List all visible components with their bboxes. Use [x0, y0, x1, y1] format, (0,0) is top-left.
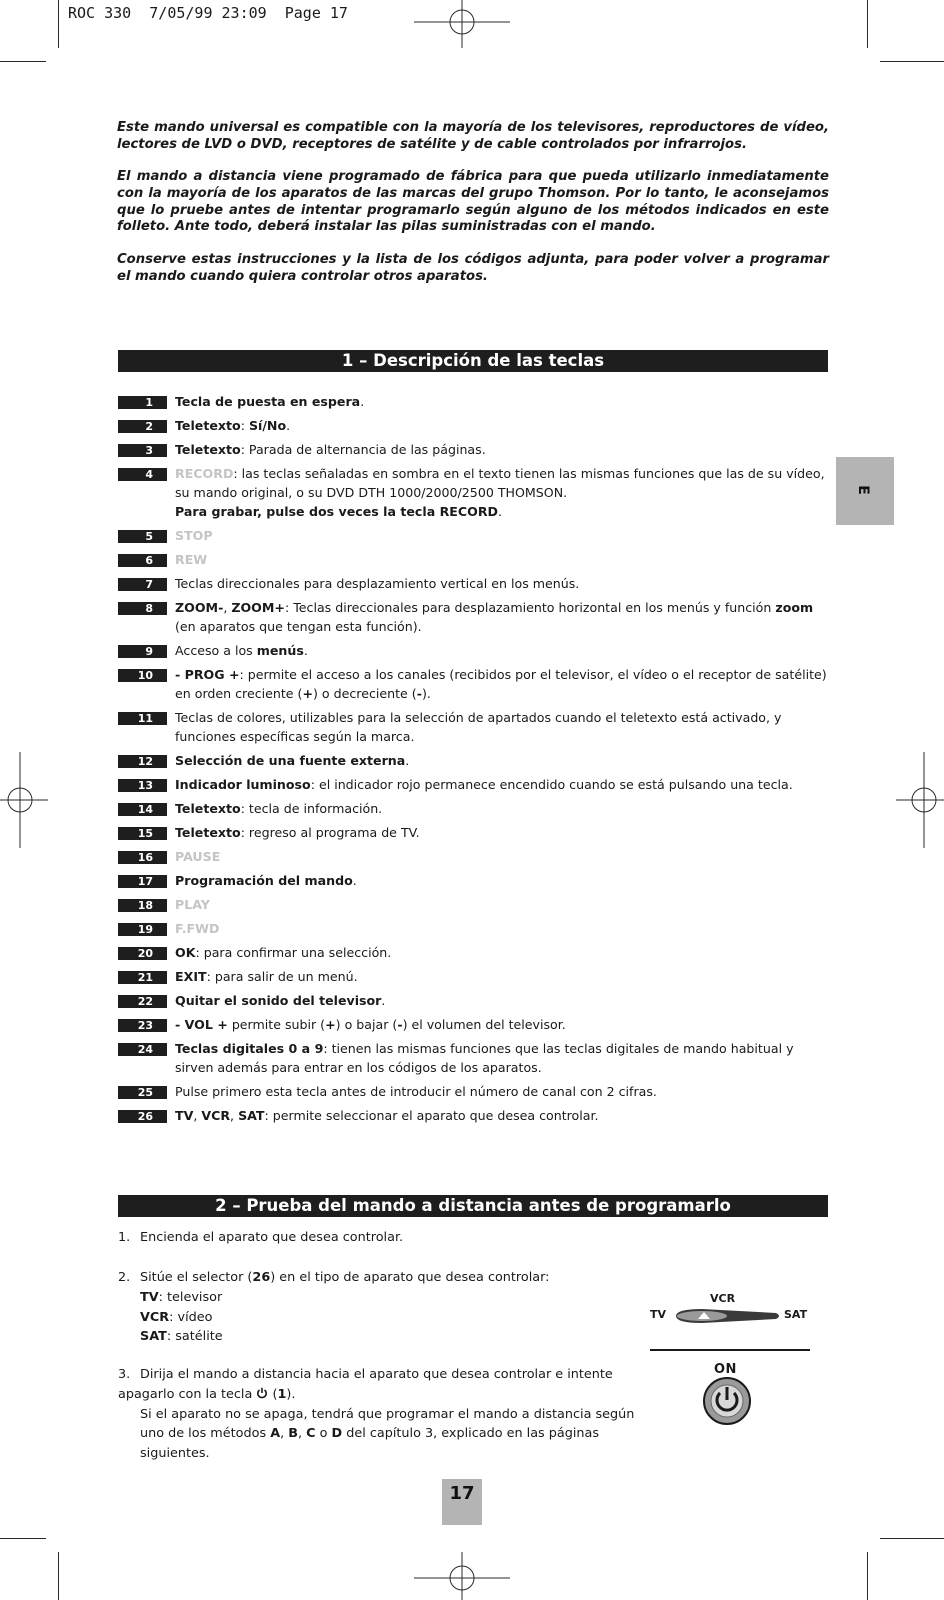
key-text: PAUSE — [175, 849, 221, 864]
step-2 — [118, 1268, 648, 1347]
key-description — [175, 392, 830, 411]
key-row — [118, 708, 830, 746]
key-text: - — [397, 1017, 403, 1032]
key-row — [118, 943, 830, 962]
key-row — [118, 1106, 830, 1125]
key-text: : tienen las mismas funciones que las teclas digitales de mando habitual y sirven además para entrar en los códigos de los aparatos. — [175, 1041, 794, 1075]
key-row — [118, 416, 830, 435]
print-header: ROC 330 7/05/99 23:09 Page 17 — [68, 4, 348, 22]
key-text: Indicador luminoso — [175, 777, 311, 792]
key-row — [118, 919, 830, 938]
step-1 — [118, 1228, 648, 1248]
key-text: ZOOM- — [175, 600, 224, 615]
key-number: 6 — [118, 554, 167, 567]
key-text: : el indicador rojo permanece encendido cuando se está pulsando una tecla. — [310, 777, 793, 792]
key-number: 11 — [118, 712, 167, 725]
selector-label-sat: SAT — [784, 1308, 808, 1321]
key-text: + — [325, 1017, 336, 1032]
key-text: F.FWD — [175, 921, 220, 936]
key-row — [118, 751, 830, 770]
key-text: Teletexto — [175, 801, 241, 816]
key-text: VCR — [201, 1108, 231, 1123]
key-number: 9 — [118, 645, 167, 658]
divider-line — [650, 1349, 810, 1351]
key-text: (en aparatos que tengan esta función). — [175, 619, 422, 634]
step-text: Encienda el aparato que desea controlar. — [140, 1230, 404, 1245]
key-text: , — [193, 1108, 202, 1123]
key-number: 4 — [118, 468, 167, 481]
key-number: 5 — [118, 530, 167, 543]
key-description — [175, 1039, 830, 1077]
key-number: 14 — [118, 803, 167, 816]
method-ref: D — [331, 1426, 343, 1442]
key-text: EXIT — [175, 969, 207, 984]
key-description — [175, 799, 830, 818]
method-ref: A — [270, 1426, 281, 1442]
key-description — [175, 991, 830, 1010]
option-text: : vídeo — [169, 1309, 213, 1325]
key-text: Teclas digitales 0 a 9 — [175, 1041, 324, 1056]
registration-mark-icon — [0, 750, 50, 850]
crop-mark — [867, 0, 868, 48]
key-description — [175, 823, 830, 842]
key-text: RECORD — [175, 466, 234, 481]
key-number: 8 — [118, 602, 167, 615]
key-text: Teletexto — [175, 418, 241, 433]
selector-illustration — [648, 1288, 812, 1352]
key-text: Quitar el sonido del televisor — [175, 993, 382, 1008]
key-text: Sí/No — [248, 418, 287, 433]
key-description — [175, 598, 830, 636]
method-ref: C — [306, 1426, 316, 1442]
key-text: OK — [175, 945, 196, 960]
key-row — [118, 847, 830, 866]
key-row — [118, 1082, 830, 1101]
step-number: 2. — [118, 1270, 131, 1285]
key-row — [118, 823, 830, 842]
key-row — [118, 665, 830, 703]
crop-mark — [58, 0, 59, 48]
key-text: ) o decreciente ( — [313, 686, 417, 701]
key-row — [118, 991, 830, 1010]
key-description — [175, 574, 830, 593]
key-text: Teclas de colores, utilizables para la selección de apartados cuando el teletexto está activado, y funciones específicas según la marca. — [175, 710, 782, 744]
key-text: . — [497, 504, 502, 519]
step-text: Dirija el mando a distancia hacia el aparato que desea controlar e intente apagarlo con la tecla — [118, 1367, 613, 1402]
key-text: , — [223, 600, 232, 615]
key-row — [118, 799, 830, 818]
key-text: . — [286, 418, 291, 433]
language-tab — [836, 457, 894, 525]
option-text: : satélite — [166, 1329, 223, 1345]
key-description — [175, 871, 830, 890]
key-description — [175, 1106, 830, 1125]
key-text: - VOL + — [175, 1017, 228, 1032]
key-list — [118, 392, 830, 1130]
key-text: + — [302, 686, 314, 701]
key-text: : permite el acceso a los canales (recibidos por el televisor, el vídeo o el receptor de satélite) en orden creciente ( — [175, 667, 827, 701]
step-number: 3. — [118, 1367, 131, 1382]
key-number: 13 — [118, 779, 167, 792]
key-number: 21 — [118, 971, 167, 984]
key-text: Tecla de puesta en espera — [175, 394, 361, 409]
key-text: : tecla de información. — [240, 801, 383, 816]
registration-mark-icon — [894, 750, 944, 850]
key-number: 26 — [118, 1110, 167, 1123]
key-text: REW — [175, 552, 208, 567]
key-row — [118, 641, 830, 660]
step-text: ) en el tipo de aparato que desea controlar: — [270, 1270, 550, 1285]
key-text: menús — [256, 643, 304, 658]
crop-mark — [0, 61, 46, 62]
key-text: . — [352, 873, 357, 888]
key-description — [175, 1015, 830, 1034]
key-row — [118, 967, 830, 986]
key-text: TV — [175, 1108, 194, 1123]
key-text: ZOOM+ — [231, 600, 285, 615]
power-button-illustration — [700, 1362, 754, 1428]
key-text: : para salir de un menú. — [206, 969, 358, 984]
key-text: permite subir ( — [227, 1017, 326, 1032]
key-row — [118, 550, 830, 569]
key-number: 18 — [118, 899, 167, 912]
key-text: - — [416, 686, 422, 701]
key-number: 7 — [118, 578, 167, 591]
power-label: ON — [714, 1362, 737, 1377]
step-3: 3. Dirija el mando a distancia hacia el aparato que desea controlar e intente apagarlo con la tecla (1). Si el aparato no se apaga, tendrá que programar el mando a distancia según uno de los métodos A, B, C o D del capítulo 3, explicado en las páginas siguientes. — [118, 1367, 635, 1462]
key-row — [118, 1039, 830, 1077]
key-text: Pulse primero esta tecla antes de introducir el número de canal con 2 cifras. — [175, 1084, 657, 1099]
key-text: Teletexto — [175, 442, 241, 457]
key-text: : permite seleccionar el aparato que desea controlar. — [264, 1108, 599, 1123]
power-button-icon — [702, 1376, 752, 1426]
key-number: 25 — [118, 1086, 167, 1099]
key-text: PLAY — [175, 897, 210, 912]
step-text: Sitúe el selector ( — [140, 1270, 253, 1285]
key-row — [118, 440, 830, 459]
crop-mark — [880, 61, 944, 62]
intro-paragraph: El mando a distancia viene programado de fábrica para que pueda utilizarlo inmediatamente con la mayoría de los aparatos de las marcas del grupo Thomson. Por lo tanto, le aconsejamos que lo pruebe antes de intentar programarlo según alguno de los métodos indicados en este folleto. Ante todo, deberá instalar las pilas suministradas con el mando. — [117, 169, 829, 235]
option-label: TV — [140, 1289, 159, 1305]
power-icon — [256, 1387, 268, 1399]
option-text: : televisor — [158, 1289, 223, 1305]
section-title-prueba: 2 – Prueba del mando a distancia antes de programarlo — [118, 1195, 828, 1217]
key-text: zoom — [775, 600, 814, 615]
key-text: : — [240, 418, 249, 433]
key-text: : Parada de alternancia de las páginas. — [240, 442, 486, 457]
key-text: ) o bajar ( — [335, 1017, 398, 1032]
key-text: - PROG + — [175, 667, 240, 682]
key-number: 10 — [118, 669, 167, 682]
key-text: : las teclas señaladas en sombra en el texto tienen las mismas funciones que las de su vídeo, su mando original, o su DVD DTH 1000/2000/2500 THOMSON. — [175, 466, 825, 500]
key-description — [175, 550, 830, 569]
key-number: 22 — [118, 995, 167, 1008]
key-row — [118, 574, 830, 593]
key-description — [175, 464, 830, 521]
key-number: 16 — [118, 851, 167, 864]
option-label: SAT — [140, 1329, 167, 1345]
key-row — [118, 871, 830, 890]
key-description — [175, 440, 830, 459]
key-description — [175, 526, 830, 545]
selector-switch-icon — [672, 1307, 782, 1325]
key-row — [118, 895, 830, 914]
key-ref: 1 — [277, 1386, 287, 1402]
key-number: 12 — [118, 755, 167, 768]
key-text: . — [360, 394, 365, 409]
key-text: : para confirmar una selección. — [195, 945, 392, 960]
key-number: 23 — [118, 1019, 167, 1032]
key-description — [175, 943, 830, 962]
selector-label-vcr: VCR — [710, 1292, 736, 1305]
key-description — [175, 1082, 830, 1101]
option-label: VCR — [140, 1309, 170, 1325]
key-number: 19 — [118, 923, 167, 936]
step-text: del capítulo 3, explicado en las páginas siguientes. — [140, 1426, 600, 1462]
crop-mark — [0, 1538, 46, 1539]
key-description — [175, 751, 830, 770]
key-text: ). — [421, 686, 431, 701]
key-text: . — [303, 643, 308, 658]
key-number: 3 — [118, 444, 167, 457]
language-tab-label: E — [854, 485, 871, 495]
key-text: STOP — [175, 528, 213, 543]
key-number: 1 — [118, 396, 167, 409]
key-row — [118, 526, 830, 545]
key-text: , — [230, 1108, 239, 1123]
key-description — [175, 919, 830, 938]
key-row — [118, 392, 830, 411]
crop-mark — [880, 1538, 944, 1539]
section-title-descripcion: 1 – Descripción de las teclas — [118, 350, 828, 372]
registration-mark-icon — [412, 0, 512, 50]
crop-mark — [867, 1552, 868, 1600]
intro-paragraph: Conserve estas instrucciones y la lista de los códigos adjunta, para poder volver a programar el mando cuando quiera controlar otros aparatos. — [117, 252, 829, 284]
key-description — [175, 416, 830, 435]
intro-paragraph: Este mando universal es compatible con la mayoría de los televisores, reproductores de vídeo, lectores de LVD o DVD, receptores de satélite y de cable controlados por infrarrojos. — [117, 120, 829, 152]
key-text: . — [381, 993, 386, 1008]
key-text: ) el volumen del televisor. — [402, 1017, 566, 1032]
key-row — [118, 1015, 830, 1034]
key-row — [118, 775, 830, 794]
key-text: Acceso a los — [175, 643, 257, 658]
crop-mark — [58, 1552, 59, 1600]
key-text: . — [405, 753, 410, 768]
key-row — [118, 598, 830, 636]
key-row — [118, 464, 830, 521]
step-text: Si el aparato no se apaga, tendrá que programar el mando a distancia según uno de los métodos — [140, 1406, 635, 1442]
key-text: Para grabar, pulse dos veces la tecla RECORD — [175, 504, 498, 519]
key-number: 15 — [118, 827, 167, 840]
key-description — [175, 665, 830, 703]
method-ref: B — [288, 1426, 298, 1442]
page-number: 17 — [442, 1479, 482, 1525]
key-description — [175, 775, 830, 794]
key-text: Selección de una fuente externa — [175, 753, 406, 768]
key-ref: 26 — [252, 1270, 271, 1285]
key-description — [175, 847, 830, 866]
key-text: SAT — [238, 1108, 265, 1123]
key-number: 17 — [118, 875, 167, 888]
key-text: : regreso al programa de TV. — [240, 825, 420, 840]
key-text: Teletexto — [175, 825, 241, 840]
selector-label-tv: TV — [650, 1308, 667, 1321]
key-description — [175, 641, 830, 660]
key-text: Teclas direccionales para desplazamiento vertical en los menús. — [175, 576, 580, 591]
registration-mark-icon — [412, 1550, 512, 1600]
key-text: Programación del mando — [175, 873, 353, 888]
step-number: 1. — [118, 1230, 131, 1245]
key-text: : Teclas direccionales para desplazamiento horizontal en los menús y función — [284, 600, 776, 615]
key-number: 20 — [118, 947, 167, 960]
key-description — [175, 895, 830, 914]
key-description — [175, 967, 830, 986]
key-number: 24 — [118, 1043, 167, 1056]
key-description — [175, 708, 830, 746]
key-number: 2 — [118, 420, 167, 433]
